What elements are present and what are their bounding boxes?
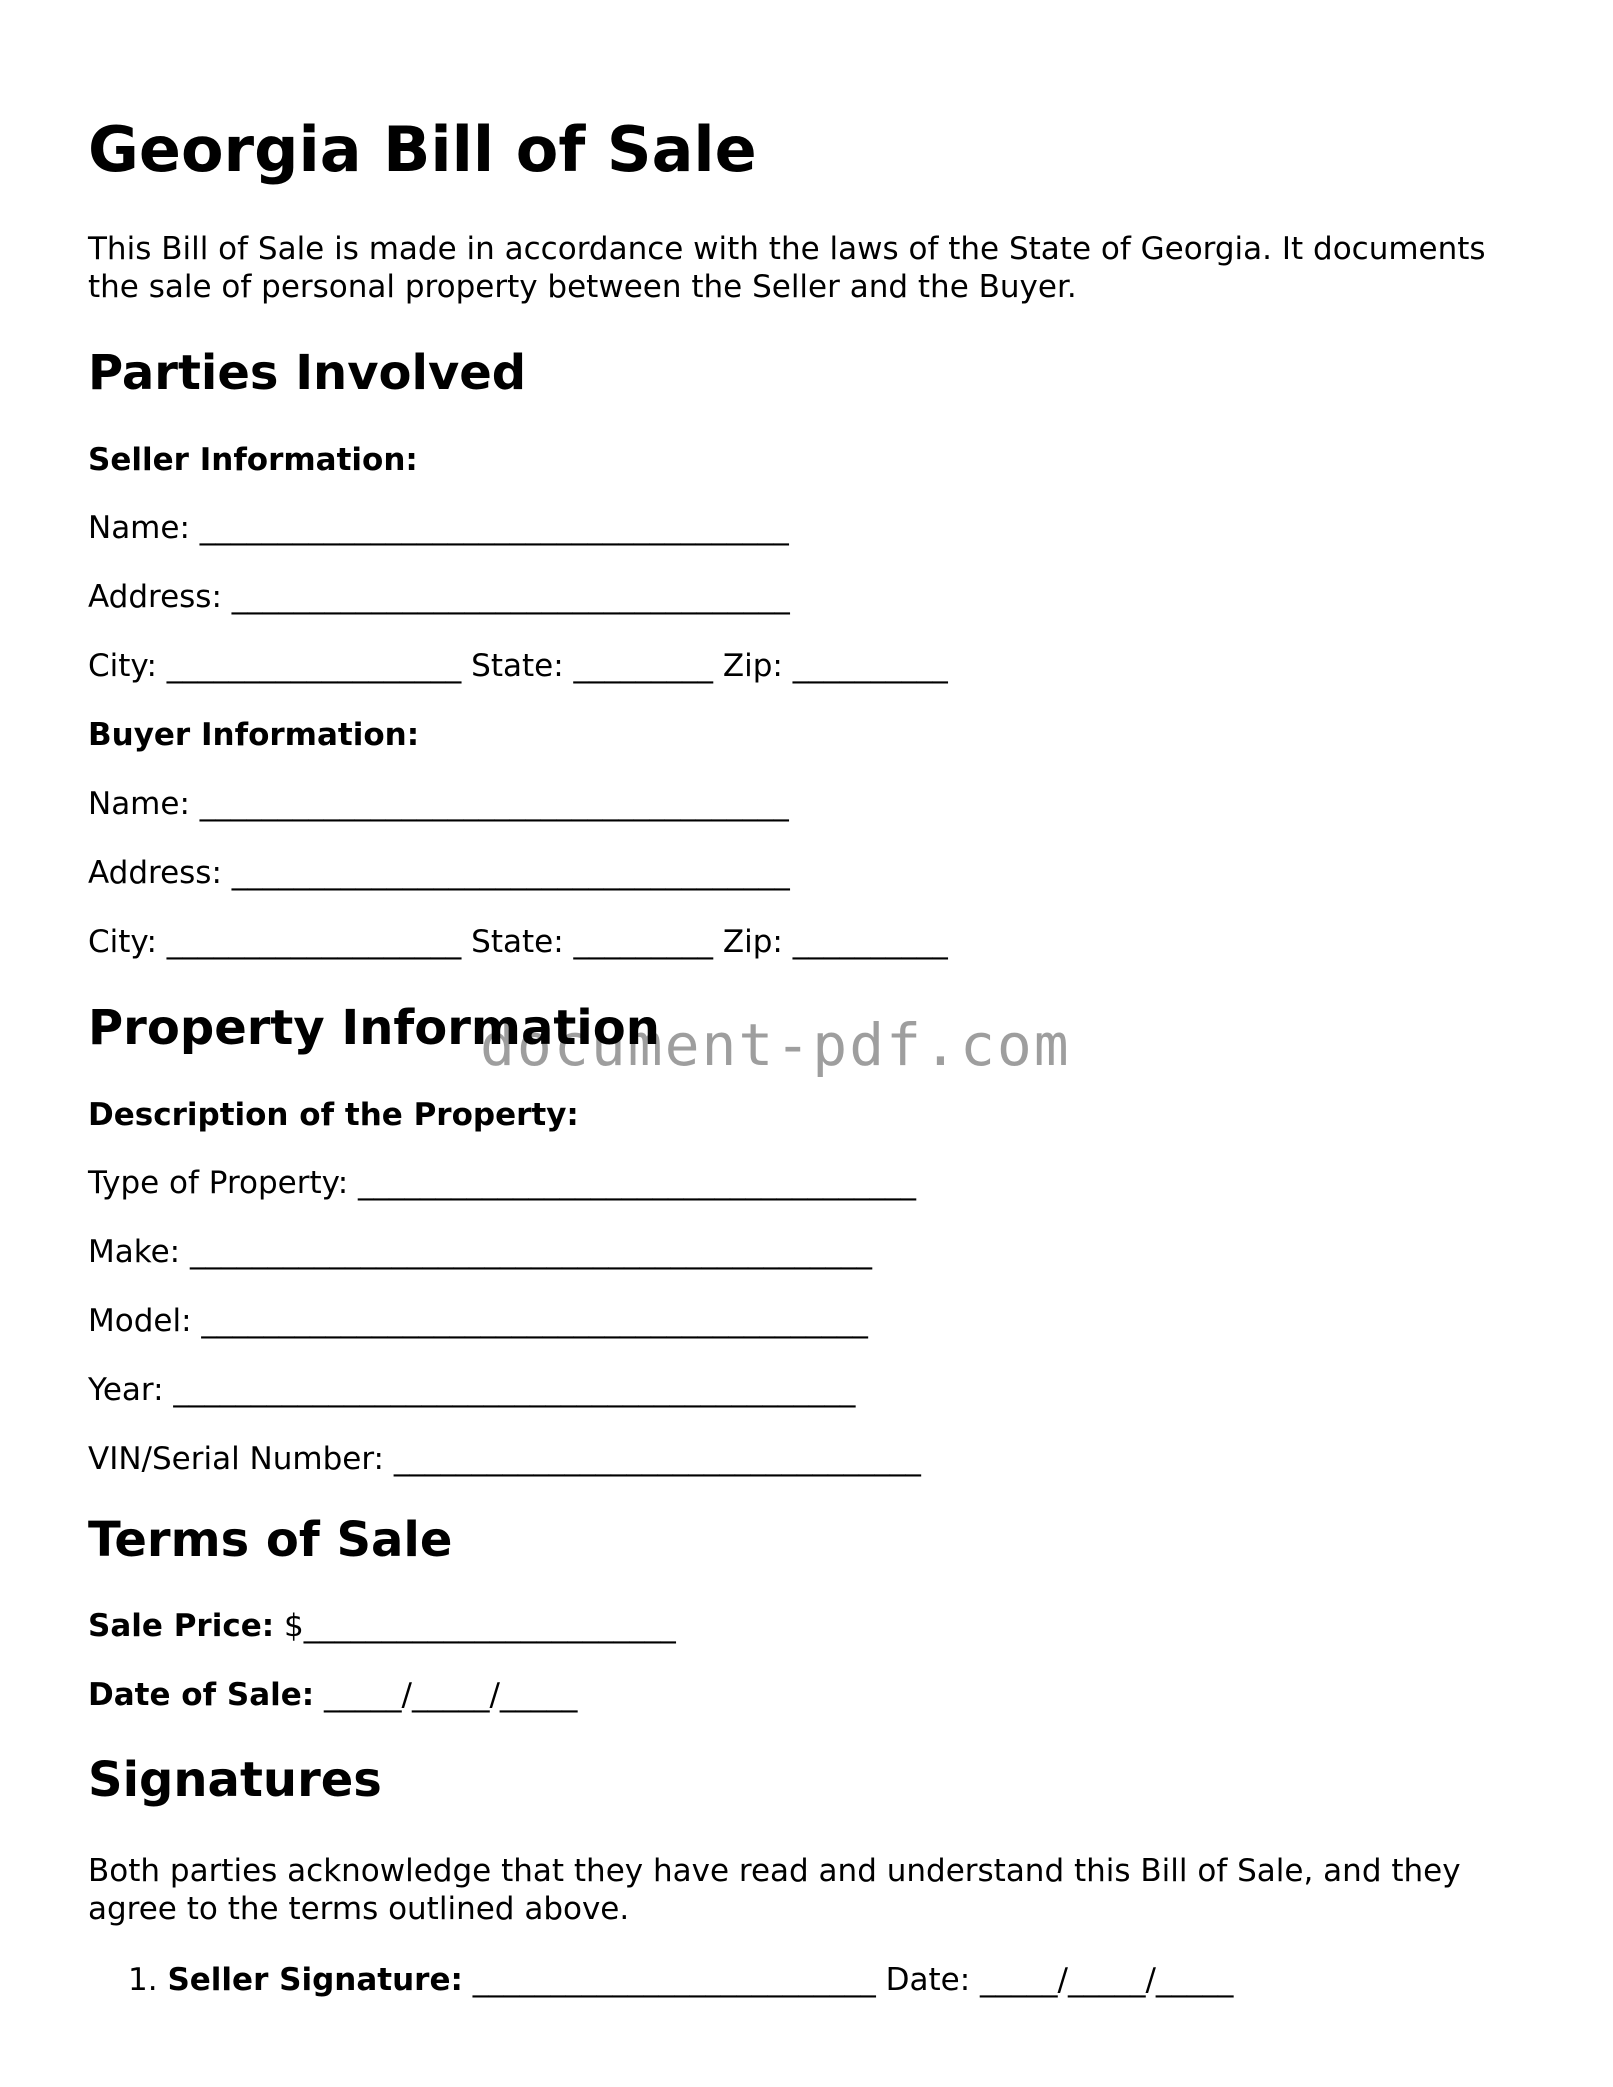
seller-info-heading: Seller Information:: [88, 442, 418, 478]
property-type-field[interactable]: Type of Property: ____________________________________: [88, 1165, 917, 1201]
buyer-city-state-zip-field[interactable]: City: ___________________ State: _________ Zip: __________: [88, 924, 948, 960]
property-model-field[interactable]: Model: ___________________________________________: [88, 1303, 868, 1339]
sale-date-label: Date of Sale:: [88, 1677, 315, 1713]
seller-signature-field[interactable]: __________________________: [462, 1962, 876, 1998]
sale-price-label: Sale Price:: [88, 1608, 275, 1644]
signatures-heading: Signatures: [88, 1752, 382, 1808]
seller-name-field[interactable]: Name: ______________________________________: [88, 510, 789, 546]
property-year-field[interactable]: Year: ____________________________________________: [88, 1372, 856, 1408]
document-title: Georgia Bill of Sale: [88, 113, 757, 186]
buyer-info-heading: Buyer Information:: [88, 717, 420, 753]
seller-address-field[interactable]: Address: ____________________________________: [88, 579, 790, 615]
property-description-heading: Description of the Property:: [88, 1097, 579, 1133]
sale-date-field[interactable]: _____/_____/_____: [314, 1677, 578, 1713]
watermark-text: document-pdf.com: [480, 1011, 1071, 1079]
sale-date-row: [88, 1675, 577, 1715]
property-make-field[interactable]: Make: ____________________________________________: [88, 1234, 872, 1270]
seller-city-state-zip-field[interactable]: City: ___________________ State: _________ Zip: __________: [88, 648, 948, 684]
seller-signature-row: [128, 1960, 1233, 2000]
signatures-paragraph: Both parties acknowledge that they have read and understand this Bill of Sale, and they agree to the terms outlined above.: [88, 1853, 1461, 1927]
property-heading: Property Information: [88, 1000, 660, 1056]
intro-paragraph: This Bill of Sale is made in accordance with the laws of the State of Georgia. It documents the sale of personal property between the Seller and the Buyer.: [88, 231, 1486, 305]
seller-signature-label: Seller Signature:: [167, 1962, 463, 1998]
buyer-address-field[interactable]: Address: ____________________________________: [88, 855, 790, 891]
property-vin-field[interactable]: VIN/Serial Number: __________________________________: [88, 1441, 921, 1477]
sale-price-field[interactable]: $________________________: [274, 1608, 676, 1644]
list-number: 1.: [128, 1962, 158, 1998]
parties-heading: Parties Involved: [88, 345, 527, 401]
terms-heading: Terms of Sale: [88, 1512, 453, 1568]
sale-price-row: [88, 1606, 676, 1646]
buyer-name-field[interactable]: Name: ______________________________________: [88, 786, 789, 822]
seller-signature-date-field[interactable]: Date: _____/_____/_____: [875, 1962, 1234, 1998]
